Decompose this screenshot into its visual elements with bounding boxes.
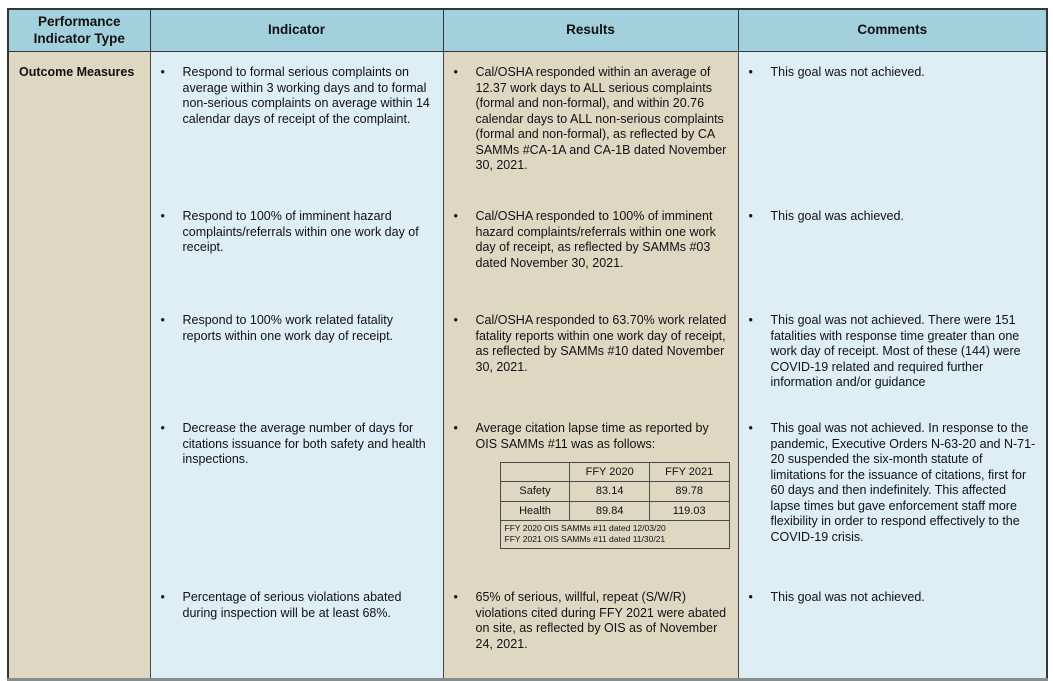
lapse-footnote-row [500,520,729,548]
indicator-cell-5 [150,577,443,680]
table-row [8,52,1047,197]
lapse-footnote-2: FFY 2021 OIS SAMMs #11 dated 11/30/21 [504,534,666,545]
performance-indicator-table [7,8,1048,681]
indicator-text-2: Respond to 100% of imminent hazard complaints/referrals within one work day of receipt. [182,209,419,254]
bullet-icon: • [748,313,753,327]
result-text-1: Cal/OSHA responded within an average of 12.37 work days to ALL serious complaints (formal and non-formal), and within 20.76 calendar days to ALL non-serious complaints (formal and non-formal), as reflected by CA SAMMs #CA-1A and CA-1B dated November 30, 2021. [475,65,727,172]
lapse-safety-2020: 83.14 [570,482,649,501]
indicator-text-1: Respond to formal serious complaints on average within 3 working days and to formal non-serious complaints on average within 14 calendar days of receipt of the complaint. [182,65,430,126]
result-cell-5 [443,577,738,680]
comment-cell-2 [738,196,1047,300]
comment-text-2: This goal was achieved. [770,209,904,223]
lapse-health-2020: 89.84 [570,501,649,520]
bullet-icon: • [748,65,753,79]
lapse-row-health [500,501,729,520]
comment-text-5: This goal was not achieved. [770,590,925,604]
table-row [8,300,1047,408]
bullet-icon: • [748,421,753,435]
result-text-3: Cal/OSHA responded to 63.70% work related fatality reports within one work day of receipt, as reflected by SAMMs #10 dated November 30, 2021. [475,313,727,374]
lapse-safety-label: Safety [500,482,570,501]
header-cell-comments: Comments [738,9,1047,52]
result-cell-4 [443,408,738,577]
bullet-icon: • [748,590,753,604]
indicator-cell-2 [150,196,443,300]
lapse-header-blank [500,463,570,482]
header-cell-type: Performance Indicator Type [8,9,150,52]
comment-text-3: This goal was not achieved. There were 151 fatalities with response time greater than one work day of receipt. Most of these (144) were COVID-19 related and required further information and/or guidance [770,313,1021,389]
lapse-footnote-1: FFY 2020 OIS SAMMs #11 dated 12/03/20 [504,522,666,533]
lapse-header-row [500,463,729,482]
table-row [8,408,1047,577]
result-text-5: 65% of serious, willful, repeat (S/W/R) violations cited during FFY 2021 were abated on site, as reflected by OIS as of November 24, 2021. [475,590,727,651]
lapse-header-ffy2021: FFY 2021 [649,463,729,482]
result-text-2: Cal/OSHA responded to 100% of imminent hazard complaints/referrals within one work day of receipt, as reflected by SAMMs #03 dated November 30, 2021. [475,209,716,270]
lapse-footnotes [500,520,729,548]
lapse-health-2021: 119.03 [649,501,729,520]
bullet-icon: • [453,65,458,79]
header-row [8,9,1047,52]
lapse-row-safety [500,482,729,501]
indicator-cell-3 [150,300,443,408]
bullet-icon: • [453,590,458,604]
lapse-health-label: Health [500,501,570,520]
header-cell-results: Results [443,9,738,52]
bullet-icon: • [453,421,458,435]
result-cell-1 [443,52,738,197]
lapse-header-ffy2020: FFY 2020 [570,463,649,482]
bullet-icon: • [160,209,165,223]
indicator-text-3: Respond to 100% work related fatality reports within one work day of receipt. [182,313,394,343]
comment-text-1: This goal was not achieved. [770,65,925,79]
result-cell-3 [443,300,738,408]
bullet-icon: • [453,209,458,223]
result-text-4: Average citation lapse time as reported by OIS SAMMs #11 was as follows: [475,421,709,451]
indicator-text-4: Decrease the average number of days for citations issuance for both safety and health inspections. [182,421,426,466]
bullet-icon: • [160,313,165,327]
table-row [8,577,1047,680]
header-cell-indicator: Indicator [150,9,443,52]
comment-cell-5 [738,577,1047,680]
indicator-cell-1 [150,52,443,197]
indicator-cell-4 [150,408,443,577]
bullet-icon: • [160,65,165,79]
table-row [8,196,1047,300]
comment-cell-4 [738,408,1047,577]
bullet-icon: • [453,313,458,327]
comment-text-4: This goal was not achieved. In response to the pandemic, Executive Orders N-63-20 and N-71-20 suspended the six-month statute of limitations for the issuance of citations, first for 60 days and then indefinitely. This affected lapse times but gave enforcement staff more flexibility in order to respond effectively to the COVID-19 crisis. [770,421,1036,544]
lapse-safety-2021: 89.78 [649,482,729,501]
bullet-icon: • [160,590,165,604]
citation-lapse-table [500,462,730,549]
bullet-icon: • [748,209,753,223]
comment-cell-3 [738,300,1047,408]
result-cell-2 [443,196,738,300]
indicator-text-5: Percentage of serious violations abated during inspection will be at least 68%. [182,590,402,620]
comment-cell-1 [738,52,1047,197]
row-group-label: Outcome Measures [8,52,150,680]
bullet-icon: • [160,421,165,435]
